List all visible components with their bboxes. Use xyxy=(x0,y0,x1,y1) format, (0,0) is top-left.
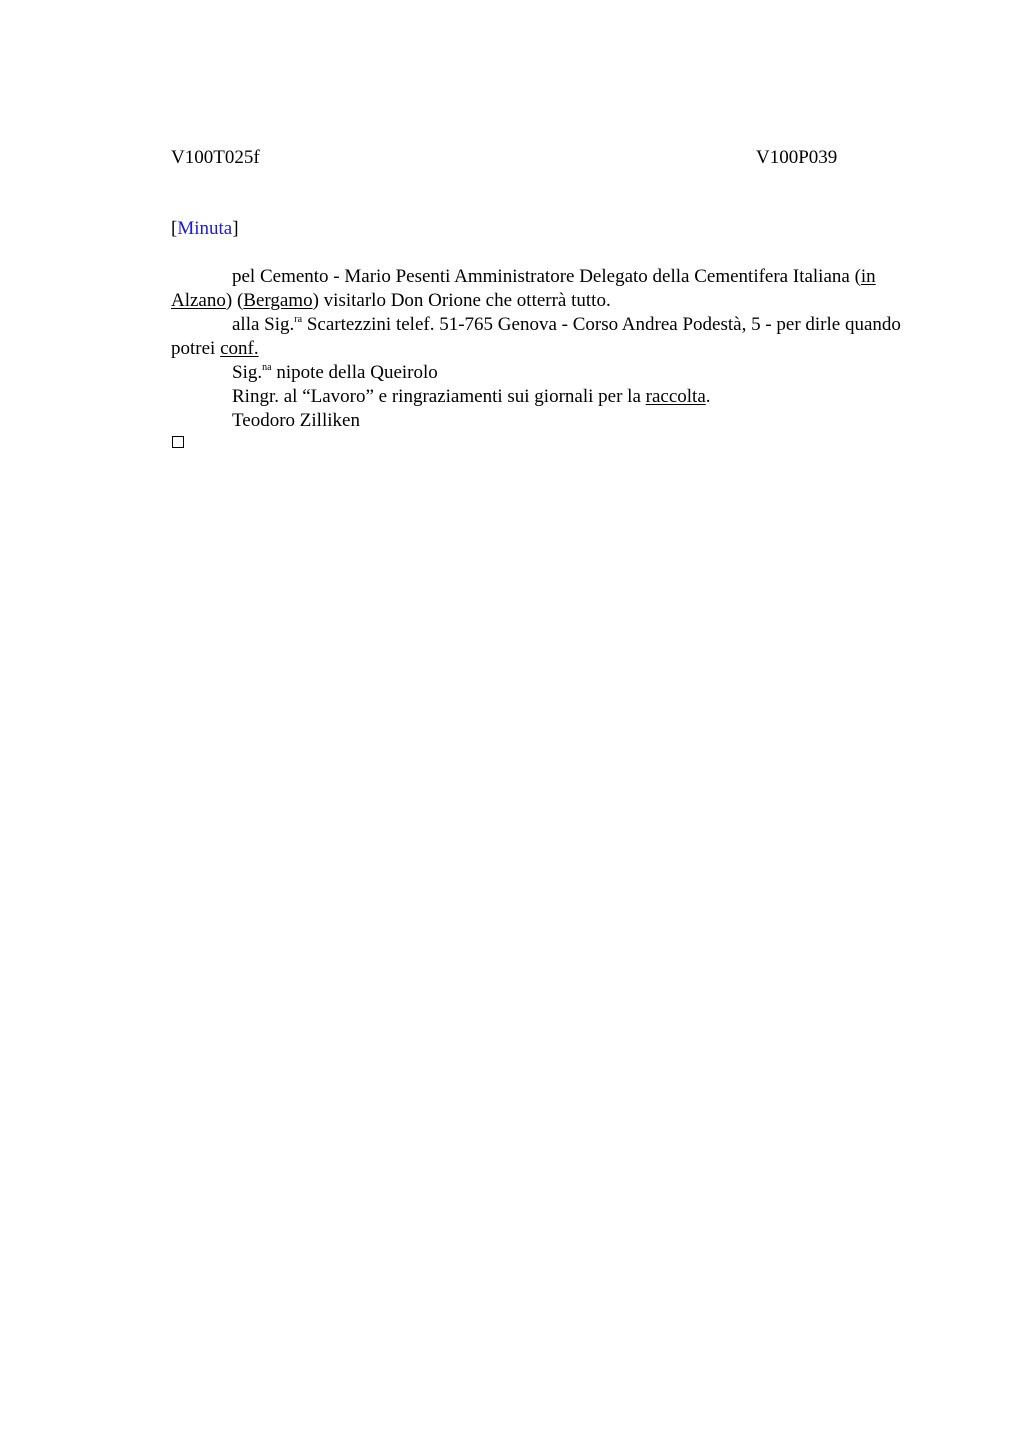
document-heading xyxy=(171,218,239,240)
paragraph-text: ) ( xyxy=(225,290,244,311)
paragraph-text: Teodoro Zilliken xyxy=(232,410,360,431)
heading-close-bracket: ] xyxy=(232,218,239,239)
paragraph-text: Sig. xyxy=(232,362,263,383)
paragraph-scartezzini xyxy=(171,313,907,361)
paragraph-text: ) visitarlo Don Orione che otterrà tutto. xyxy=(312,290,611,311)
underlined-text: in Alzano xyxy=(171,266,876,311)
paragraph-zilliken xyxy=(171,409,907,433)
superscript-text: ra xyxy=(294,313,303,325)
paragraph-text: Scartezzini telef. 51-765 Genova - Corso Andrea Podestà, 5 - per dirle quando potrei xyxy=(171,314,901,359)
superscript-text: na xyxy=(262,361,272,373)
paragraph-text: pel Cemento - Mario Pesenti Amministratore Delegato della Cementifera Italiana ( xyxy=(232,266,861,287)
paragraph-text: Ringr. al “Lavoro” e ringraziamenti sui giornali per la xyxy=(232,386,646,407)
document-code-left: V100T025f xyxy=(171,147,260,168)
underlined-text: conf. xyxy=(220,338,259,359)
document-body xyxy=(171,265,907,433)
paragraph-cemento xyxy=(171,265,907,313)
document-header xyxy=(171,147,907,171)
paragraph-text: . xyxy=(705,386,711,407)
heading-open-bracket: [ xyxy=(171,218,178,239)
paragraph-text: nipote della Queirolo xyxy=(271,362,438,383)
document-code-right: V100P039 xyxy=(756,147,838,168)
underlined-text: raccolta xyxy=(645,386,706,407)
paragraph-text: alla Sig. xyxy=(232,314,295,335)
underlined-text: Bergamo xyxy=(243,290,313,311)
empty-square-icon xyxy=(172,436,184,448)
paragraph-ringraziamenti xyxy=(171,385,907,409)
heading-label: Minuta xyxy=(177,218,233,239)
paragraph-queirolo xyxy=(171,361,907,385)
